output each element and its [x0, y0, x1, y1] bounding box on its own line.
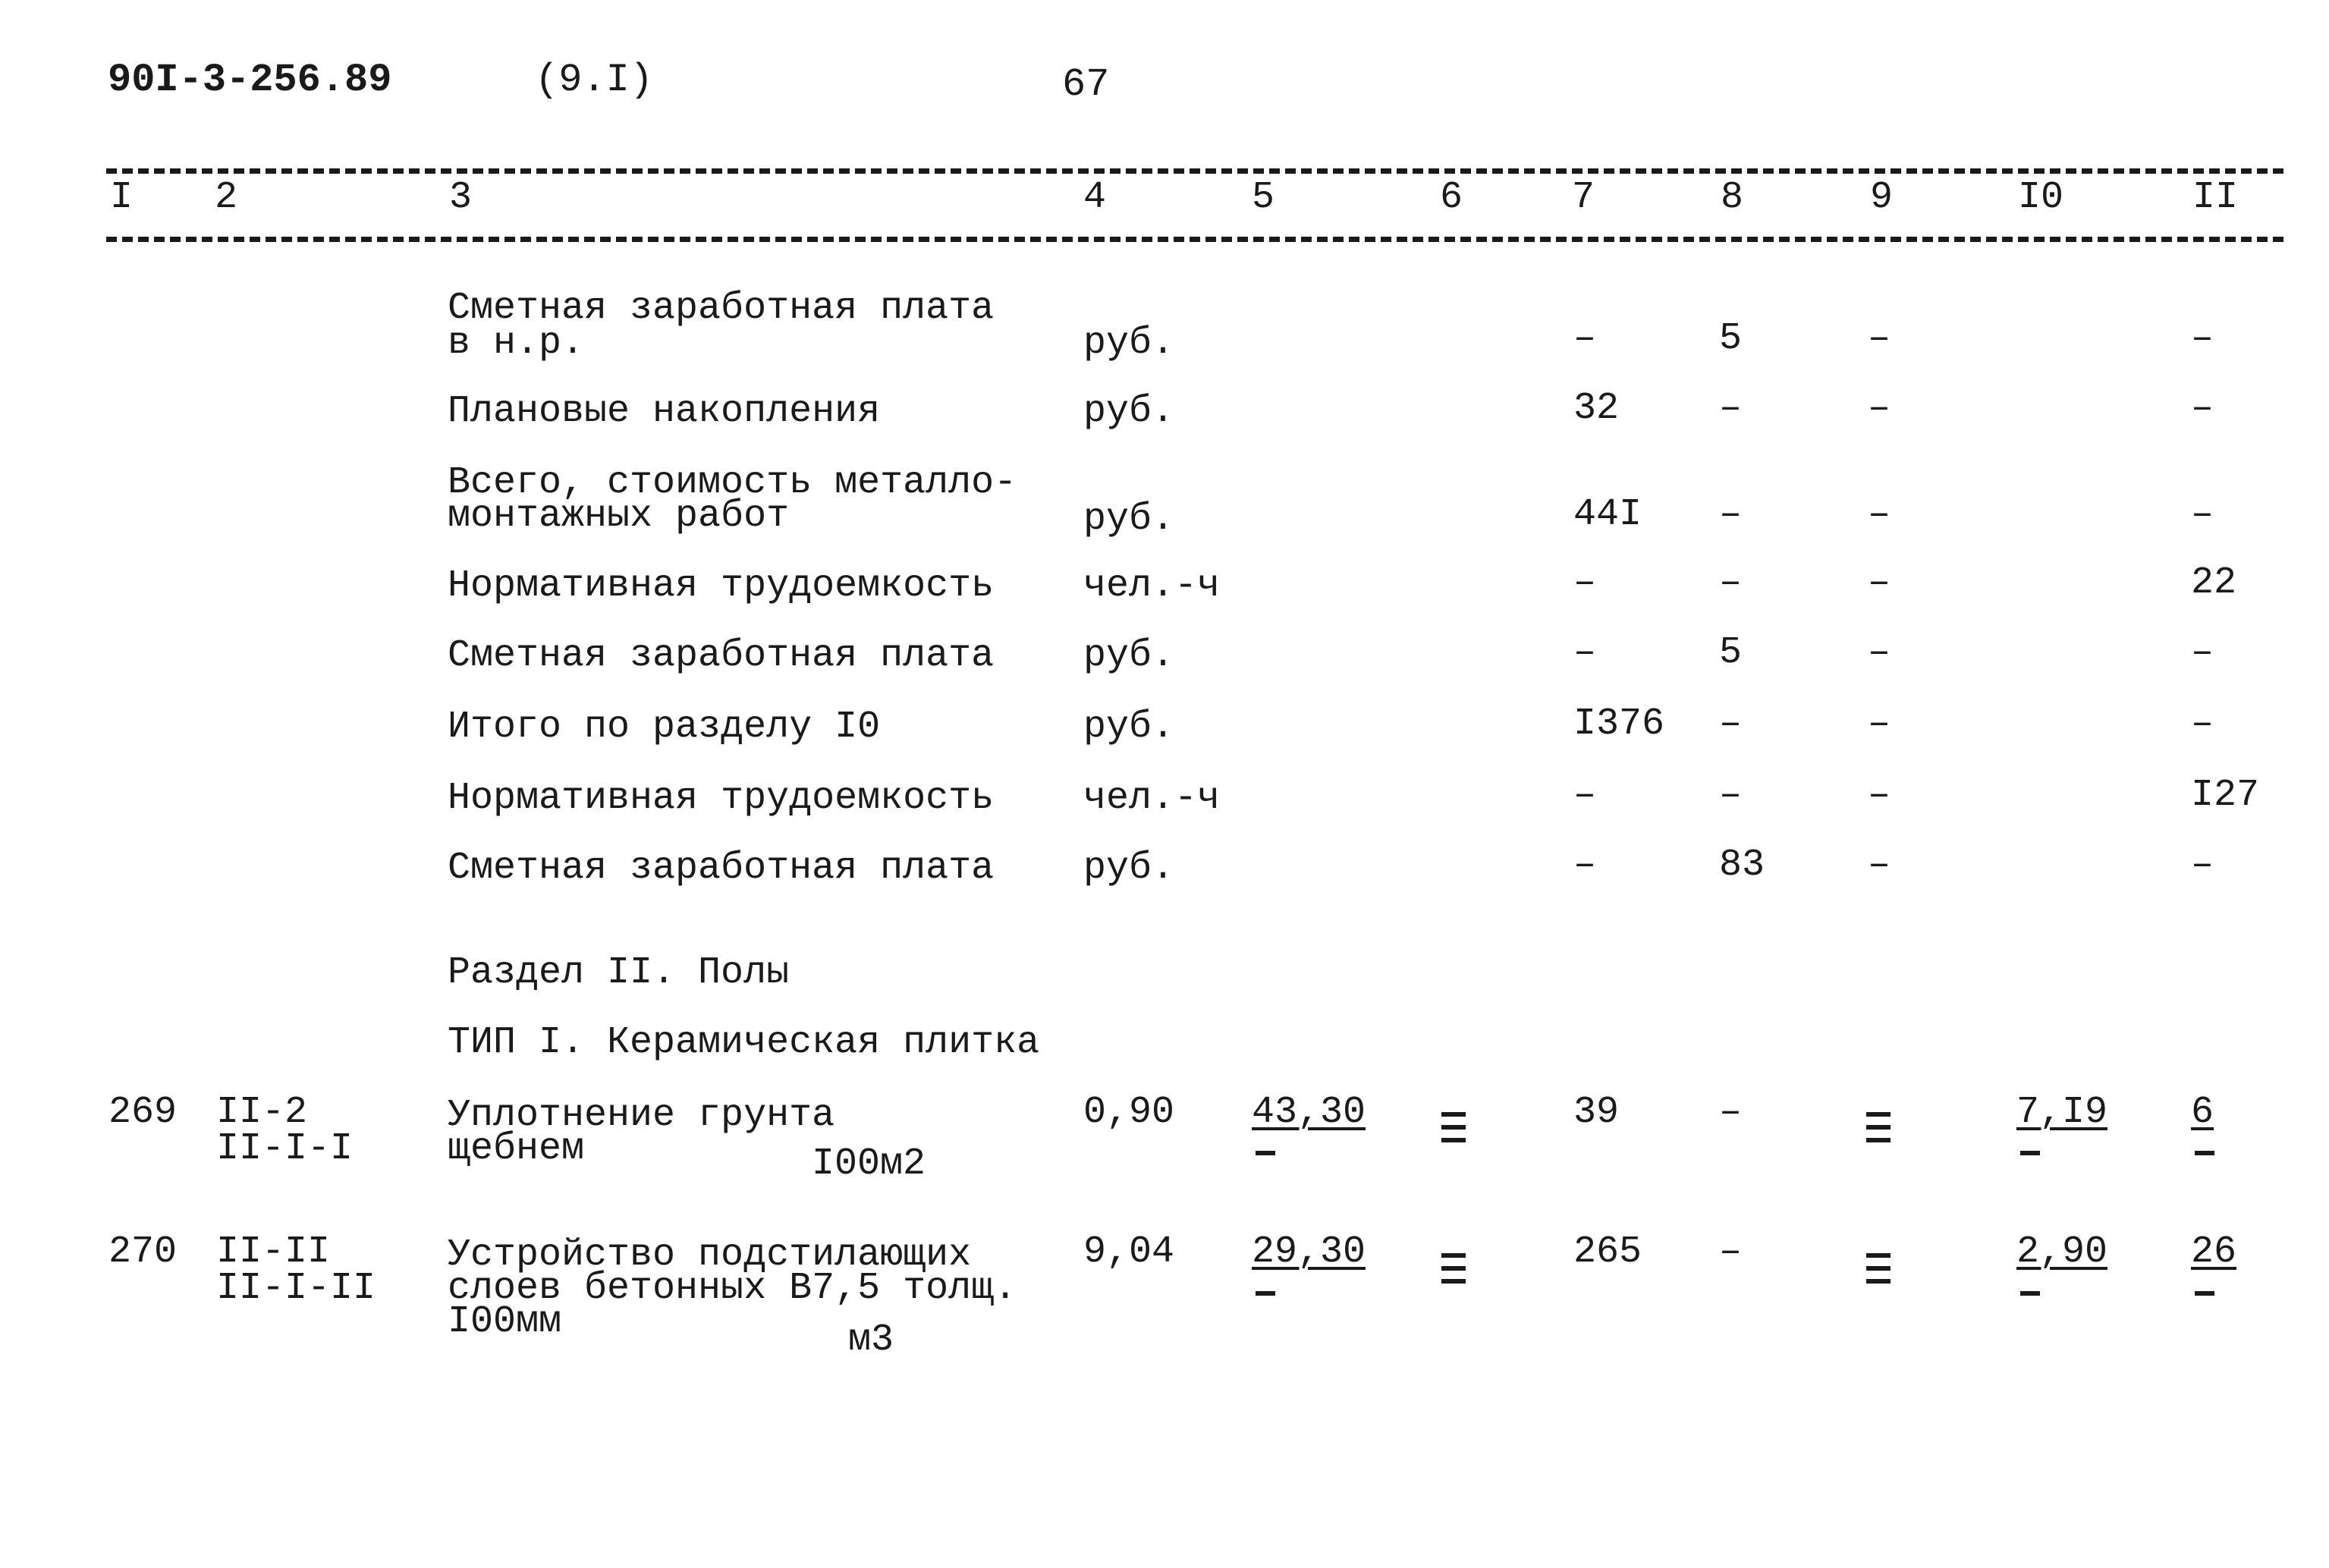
item-unit-price: 43,30	[1252, 1091, 1366, 1134]
column-header-9: 9	[1870, 176, 1894, 219]
page-number: 67	[1062, 62, 1110, 107]
unit-cell: руб.	[1083, 498, 1175, 541]
row-label: Всего, стоимость металло-	[448, 461, 1017, 504]
col9-cell: –	[1868, 387, 1891, 430]
col7-cell: –	[1573, 774, 1597, 817]
col7-cell: I376	[1573, 702, 1665, 746]
item-col7: 39	[1573, 1091, 1620, 1134]
col8-cell: –	[1719, 702, 1743, 746]
col8-cell: 5	[1719, 317, 1743, 360]
dash-mark	[2020, 1291, 2040, 1296]
col11-cell: –	[2191, 844, 2214, 887]
item-number: 269	[108, 1091, 178, 1134]
col8-cell: –	[1719, 387, 1743, 430]
column-header-3: 3	[449, 176, 473, 219]
row-label: Итого по разделу I0	[448, 705, 881, 749]
col8-cell: 83	[1719, 844, 1765, 887]
col9-cell: –	[1868, 774, 1891, 817]
item-description-continued: слоев бетонных В7,5 толщ.	[448, 1267, 1017, 1310]
dash-mark	[2195, 1151, 2214, 1155]
document-code: 90I-3-256.89	[108, 58, 392, 102]
col9-cell: –	[1868, 317, 1891, 360]
item-description-continued: щебнем	[448, 1127, 585, 1171]
column-header-6: 6	[1440, 176, 1463, 219]
item-col8: –	[1719, 1091, 1743, 1134]
col11-cell: –	[2191, 387, 2214, 430]
ditto-mark	[1866, 1112, 1891, 1151]
column-header-1: I	[110, 176, 134, 219]
col11-cell: –	[2191, 631, 2214, 674]
column-header-10: I0	[2018, 176, 2064, 219]
item-col8: –	[1719, 1230, 1743, 1274]
col7-cell: –	[1573, 317, 1597, 360]
col11-cell: –	[2191, 493, 2214, 536]
dash-mark	[1256, 1151, 1275, 1155]
unit-cell: руб.	[1083, 390, 1175, 433]
item-subcode: II-I-II	[216, 1267, 376, 1310]
col7-cell: –	[1573, 631, 1597, 674]
header-bottom-rule	[106, 237, 2283, 242]
col9-cell: –	[1868, 631, 1891, 674]
header-top-rule	[106, 168, 2283, 174]
column-header-5: 5	[1252, 176, 1275, 219]
col7-cell: –	[1573, 561, 1597, 605]
item-col11: 6	[2191, 1091, 2214, 1134]
item-col10: 7,I9	[2016, 1091, 2108, 1134]
dash-mark	[1256, 1291, 1275, 1296]
col8-cell: –	[1719, 774, 1743, 817]
ditto-mark	[1441, 1253, 1466, 1292]
column-header-8: 8	[1721, 176, 1744, 219]
unit-cell: чел.-ч	[1083, 564, 1221, 608]
item-description: Устройство подстилающих	[448, 1233, 972, 1277]
section-title: Раздел II. Полы	[448, 951, 790, 995]
item-quantity: 0,90	[1083, 1091, 1175, 1134]
row-label-continued: в н.р.	[448, 322, 585, 365]
item-code: II-2	[216, 1091, 308, 1134]
item-description: Уплотнение грунта	[448, 1094, 835, 1137]
column-header-7: 7	[1572, 176, 1595, 219]
row-label: Нормативная трудоемкость	[448, 777, 995, 820]
item-measure: I00м2	[812, 1142, 926, 1186]
item-unit-price: 29,30	[1252, 1230, 1366, 1274]
col11-cell: –	[2191, 702, 2214, 746]
col7-cell: 32	[1573, 387, 1620, 430]
item-col11: 26	[2191, 1230, 2237, 1274]
unit-cell: руб.	[1083, 705, 1175, 749]
col8-cell: –	[1719, 493, 1743, 536]
item-subcode: II-I-I	[216, 1127, 354, 1171]
col9-cell: –	[1868, 561, 1891, 605]
item-description-continued: I00мм	[448, 1300, 562, 1343]
col11-cell: I27	[2191, 774, 2260, 817]
item-measure: м3	[848, 1318, 894, 1362]
row-label: Сметная заработная плата	[448, 634, 995, 677]
type-title: ТИП I. Керамическая плитка	[448, 1021, 1040, 1064]
item-quantity: 9,04	[1083, 1230, 1175, 1274]
column-header-4: 4	[1083, 176, 1107, 219]
row-label: Нормативная трудоемкость	[448, 564, 995, 608]
item-code: II-II	[216, 1230, 331, 1274]
dash-mark	[2195, 1291, 2214, 1296]
col8-cell: 5	[1719, 631, 1743, 674]
item-col10: 2,90	[2016, 1230, 2108, 1274]
column-header-2: 2	[215, 176, 238, 219]
section-number: (9.I)	[535, 58, 654, 102]
unit-cell: руб.	[1083, 847, 1175, 890]
row-label: Сметная заработная плата	[448, 847, 995, 890]
ditto-mark	[1866, 1253, 1891, 1292]
row-label-continued: монтажных работ	[448, 495, 790, 538]
col7-cell: –	[1573, 844, 1597, 887]
col11-cell: 22	[2191, 561, 2237, 605]
col11-cell: –	[2191, 317, 2214, 360]
unit-cell: чел.-ч	[1083, 777, 1221, 820]
col7-cell: 44I	[1573, 493, 1642, 536]
unit-cell: руб.	[1083, 634, 1175, 677]
col8-cell: –	[1719, 561, 1743, 605]
col9-cell: –	[1868, 844, 1891, 887]
ditto-mark	[1441, 1112, 1466, 1151]
unit-cell: руб.	[1083, 322, 1175, 365]
col9-cell: –	[1868, 493, 1891, 536]
row-label: Плановые накопления	[448, 390, 881, 433]
row-label: Сметная заработная плата	[448, 287, 995, 330]
item-col7: 265	[1573, 1230, 1642, 1274]
column-header-11: II	[2192, 176, 2239, 219]
col9-cell: –	[1868, 702, 1891, 746]
dash-mark	[2020, 1151, 2040, 1155]
item-number: 270	[108, 1230, 178, 1274]
